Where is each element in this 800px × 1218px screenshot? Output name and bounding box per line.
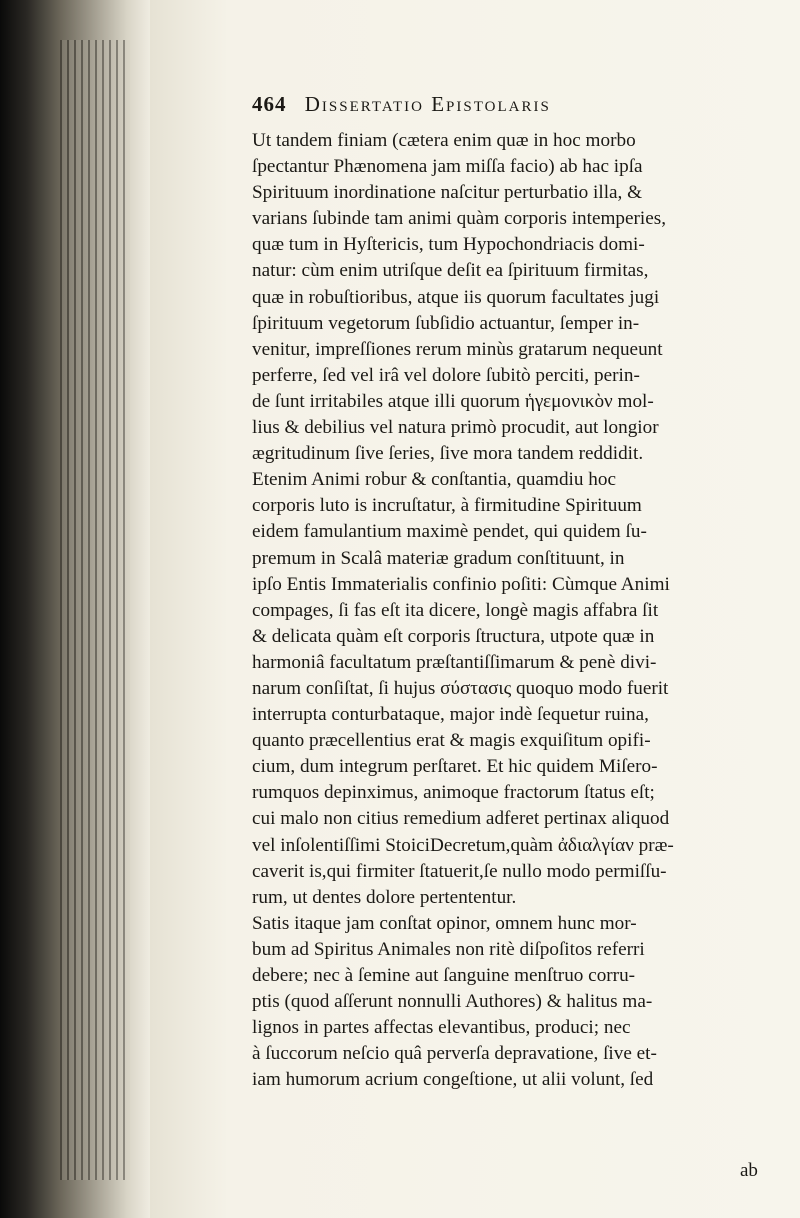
text-line: rum, ut dentes dolore pertententur.	[252, 886, 517, 908]
text-line: quanto præcellentius erat & magis exquiſitum opifi-	[252, 730, 651, 752]
text-line: cium, dum integrum perſtaret. Et hic quidem Miſero-	[252, 756, 658, 778]
text-line: ipſo Entis Immaterialis confinio poſiti: Cùmque Animi	[252, 573, 670, 595]
text-line: venitur, impreſſiones rerum minùs gratarum nequeunt	[252, 338, 663, 360]
text-line: eidem famulantium maximè pendet, qui quidem ſu-	[252, 521, 647, 543]
text-line: lius & debilius vel natura primò procudit, aut longior	[252, 417, 659, 439]
text-line: caverit is,qui firmiter ſtatuerit,ſe nullo modo permiſſu-	[252, 860, 667, 882]
text-line: Spirituum inordinatione naſcitur perturbatio illa, &	[252, 182, 643, 204]
text-line: Satis itaque jam conſtat opinor, omnem hunc mor-	[252, 912, 637, 934]
body-text	[252, 128, 792, 1093]
text-line: vel inſolentiſſimi StoiciDecretum,quàm ἀδιαλγίαν præ-	[252, 834, 674, 856]
text-line: compages, ſi fas eſt ita dicere, longè magis affabra ſit	[252, 599, 659, 621]
text-line: ſpirituum vegetorum ſubſidio actuantur, ſemper in-	[252, 312, 640, 334]
text-line: iam humorum acrium congeſtione, ut alii volunt, ſed	[252, 1069, 654, 1091]
page-edges	[60, 40, 130, 1180]
text-line: debere; nec à ſemine aut ſanguine menſtruo corru-	[252, 965, 636, 986]
text-line: interrupta conturbataque, major indè ſequetur ruina,	[252, 704, 649, 726]
text-line: corporis luto is incruſtatur, à firmitudine Spirituum	[252, 495, 642, 517]
text-line: ægritudinum ſive ſeries, ſive mora tandem reddidit.	[252, 443, 644, 465]
text-line: varians ſubinde tam animi quàm corporis intemperies,	[252, 208, 667, 230]
page-header	[252, 92, 772, 124]
text-line: perferre, ſed vel irâ vel dolore ſubitò perciti, perin-	[252, 364, 640, 386]
text-line: natur: cùm enim utriſque deſit ea ſpirituum firmitas,	[252, 260, 649, 282]
catchword: ab	[740, 1160, 758, 1181]
text-line: cui malo non citius remedium adferet pertinax aliquod	[252, 808, 670, 830]
text-line: à ſuccorum neſcio quâ perverſa depravatione, ſive et-	[252, 1043, 657, 1065]
book-gutter	[0, 0, 150, 1218]
text-line: ptis (quod aſſerunt nonnulli Authores) & halitus ma-	[252, 991, 653, 1013]
text-line: harmoniâ facultatum præſtantiſſimarum & penè divi-	[252, 651, 657, 673]
text-line: bum ad Spiritus Animales non ritè diſpoſitos referri	[252, 938, 645, 960]
page-number: 464	[252, 92, 287, 116]
text-line: quæ tum in Hyſtericis, tum Hypochondriacis domi-	[252, 234, 645, 256]
running-head: Dissertatio Epistolaris	[304, 92, 551, 116]
text-line: narum conſiſtat, ſi hujus σύστασις quoquo modo fuerit	[252, 677, 669, 699]
text-line: quæ in robuſtioribus, atque iis quorum facultates jugi	[252, 286, 660, 308]
text-line: Etenim Animi robur & conſtantia, quamdiu hoc	[252, 469, 616, 491]
text-line: premum in Scalâ materiæ gradum conſtituunt, in	[252, 547, 625, 569]
text-line: & delicata quàm eſt corporis ſtructura, utpote quæ in	[252, 625, 655, 647]
text-line: lignos in partes affectas elevantibus, produci; nec	[252, 1017, 631, 1039]
text-line: rumquos depinximus, animoque fractorum ſtatus eſt;	[252, 782, 655, 804]
text-line: de ſunt irritabiles atque illi quorum ἡγεμονικὸν mol-	[252, 390, 654, 412]
text-line: ſpectantur Phænomena jam miſſa facio) ab hac ipſa	[252, 156, 643, 178]
text-line: Ut tandem finiam (cætera enim quæ in hoc morbo	[252, 130, 636, 151]
